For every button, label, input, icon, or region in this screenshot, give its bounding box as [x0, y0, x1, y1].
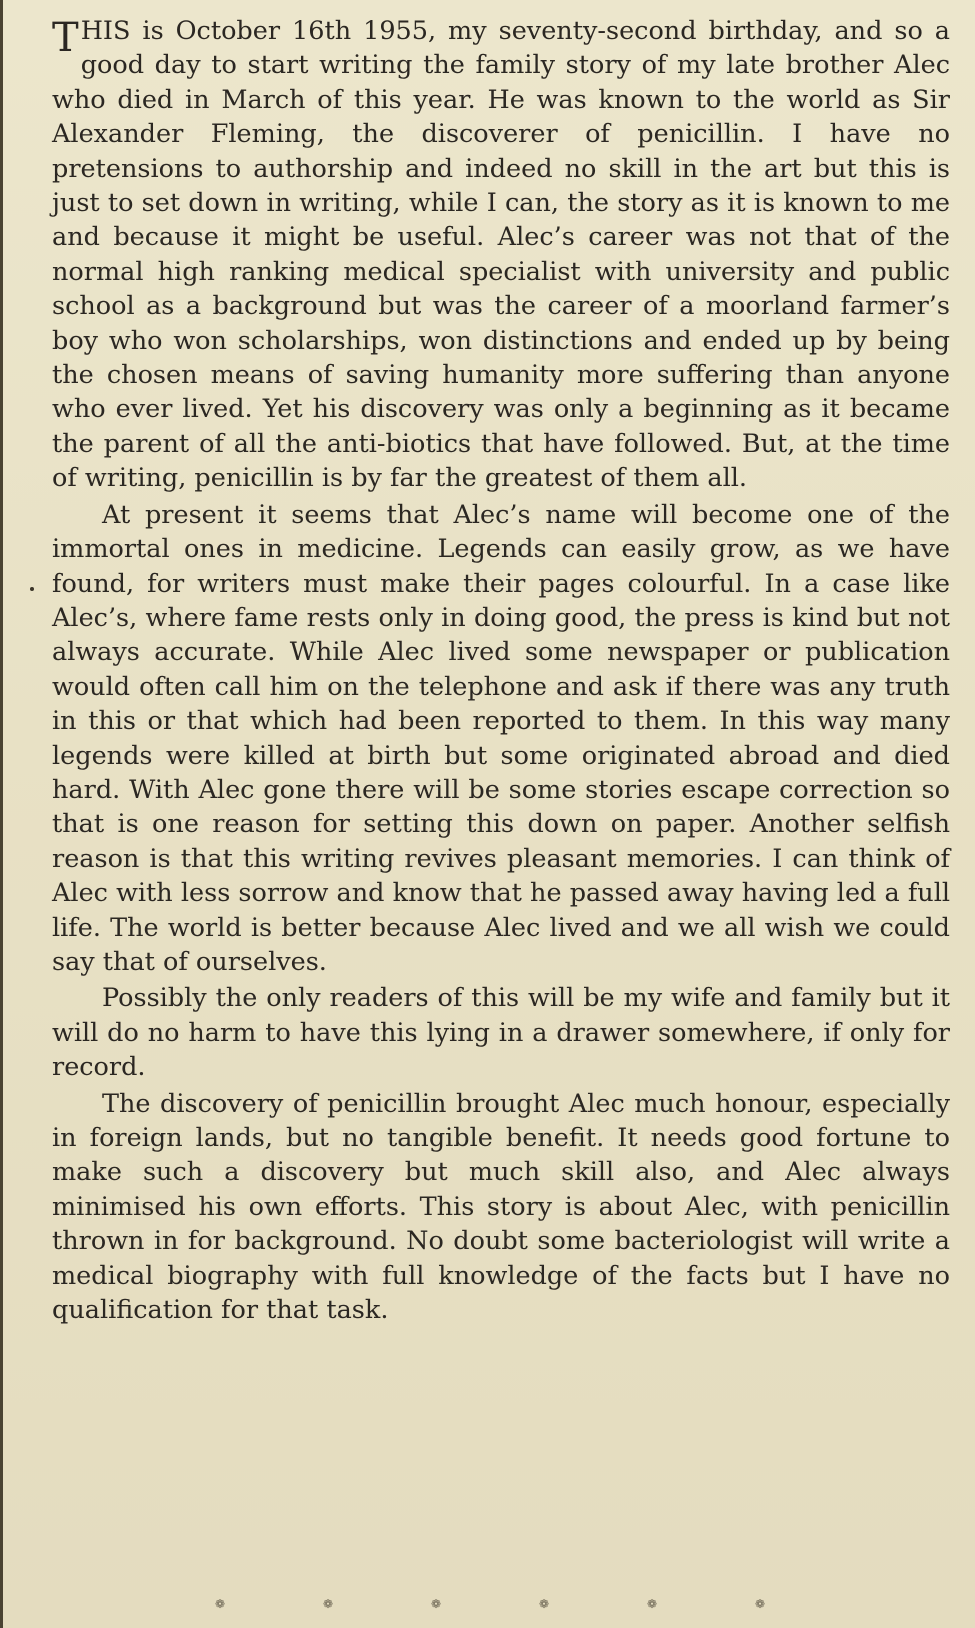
- ornament-icon: ❁: [214, 1597, 226, 1611]
- article-body: [52, 14, 950, 1329]
- drop-cap: T: [52, 15, 79, 61]
- paragraph-3: Possibly the only readers of this will be my wife and family but it will do no harm to have this lying in a drawer somewhere, if only for record.: [52, 983, 950, 1083]
- ornament-icon: ❁: [430, 1597, 442, 1611]
- section-divider-ornaments: [0, 1598, 975, 1618]
- ornament-icon: ❁: [322, 1597, 334, 1611]
- ornament-icon: ❁: [754, 1597, 766, 1611]
- paragraph-1: [52, 14, 950, 496]
- ornament-icon: ❁: [646, 1597, 658, 1611]
- paragraph-2: At present it seems that Alec’s name will become one of the immortal ones in medicine. Legends can easily grow, as we have found, for writers must make their pages colourful. In a case like Alec’s, where fame rests only in doing good, the press is kind but not always accurate. While Alec lived some newspaper or publication would often call him on the telephone and ask if there was any truth in this or that which had been reported to them. In this way many legends were killed at birth but some originated abroad and died hard. With Alec gone there will be some stories escape correction so that is one reason for setting this down on paper. Another selfish reason is that this writing revives pleasant memories. I can think of Alec with less sorrow and know that he passed away having led a full life. The world is better because Alec lived and we all wish we could say that of ourselves.: [52, 499, 950, 977]
- margin-mark: [30, 587, 34, 591]
- ornament-icon: ❁: [538, 1597, 550, 1611]
- paragraph-1-text: HIS is October 16th 1955, my seventy-second birthday, and so a good day to start writing the family story of my late brother Alec who died in March of this year. He was known to the world as Sir Alexander Fleming, the discoverer of penicillin. I have no pretensions to authorship and indeed no skill in the art but this is just to set down in writing, while I can, the story as it is known to me and because it might be useful. Alec’s career was not that of the normal high ranking medical specialist with university and public school as a background but was the career of a moorland farmer’s boy who won scholarships, won distinctions and ended up by being the chosen means of saving humanity more suffering than anyone who ever lived. Yet his discovery was only a beginning as it became the parent of all the anti-biotics that have followed. But, at the time of writing, penicillin is by far the greatest of them all.: [52, 16, 950, 494]
- left-margin-rule: [0, 0, 3, 1628]
- paragraph-4: The discovery of penicillin brought Alec much honour, especially in foreign lands, but no tangible benefit. It needs good fortune to make such a discovery but much skill also, and Alec always minimised his own efforts. This story is about Alec, with penicillin thrown in for background. No doubt some bacteriologist will write a medical biography with full knowledge of the facts but I have no qualification for that task.: [52, 1088, 950, 1326]
